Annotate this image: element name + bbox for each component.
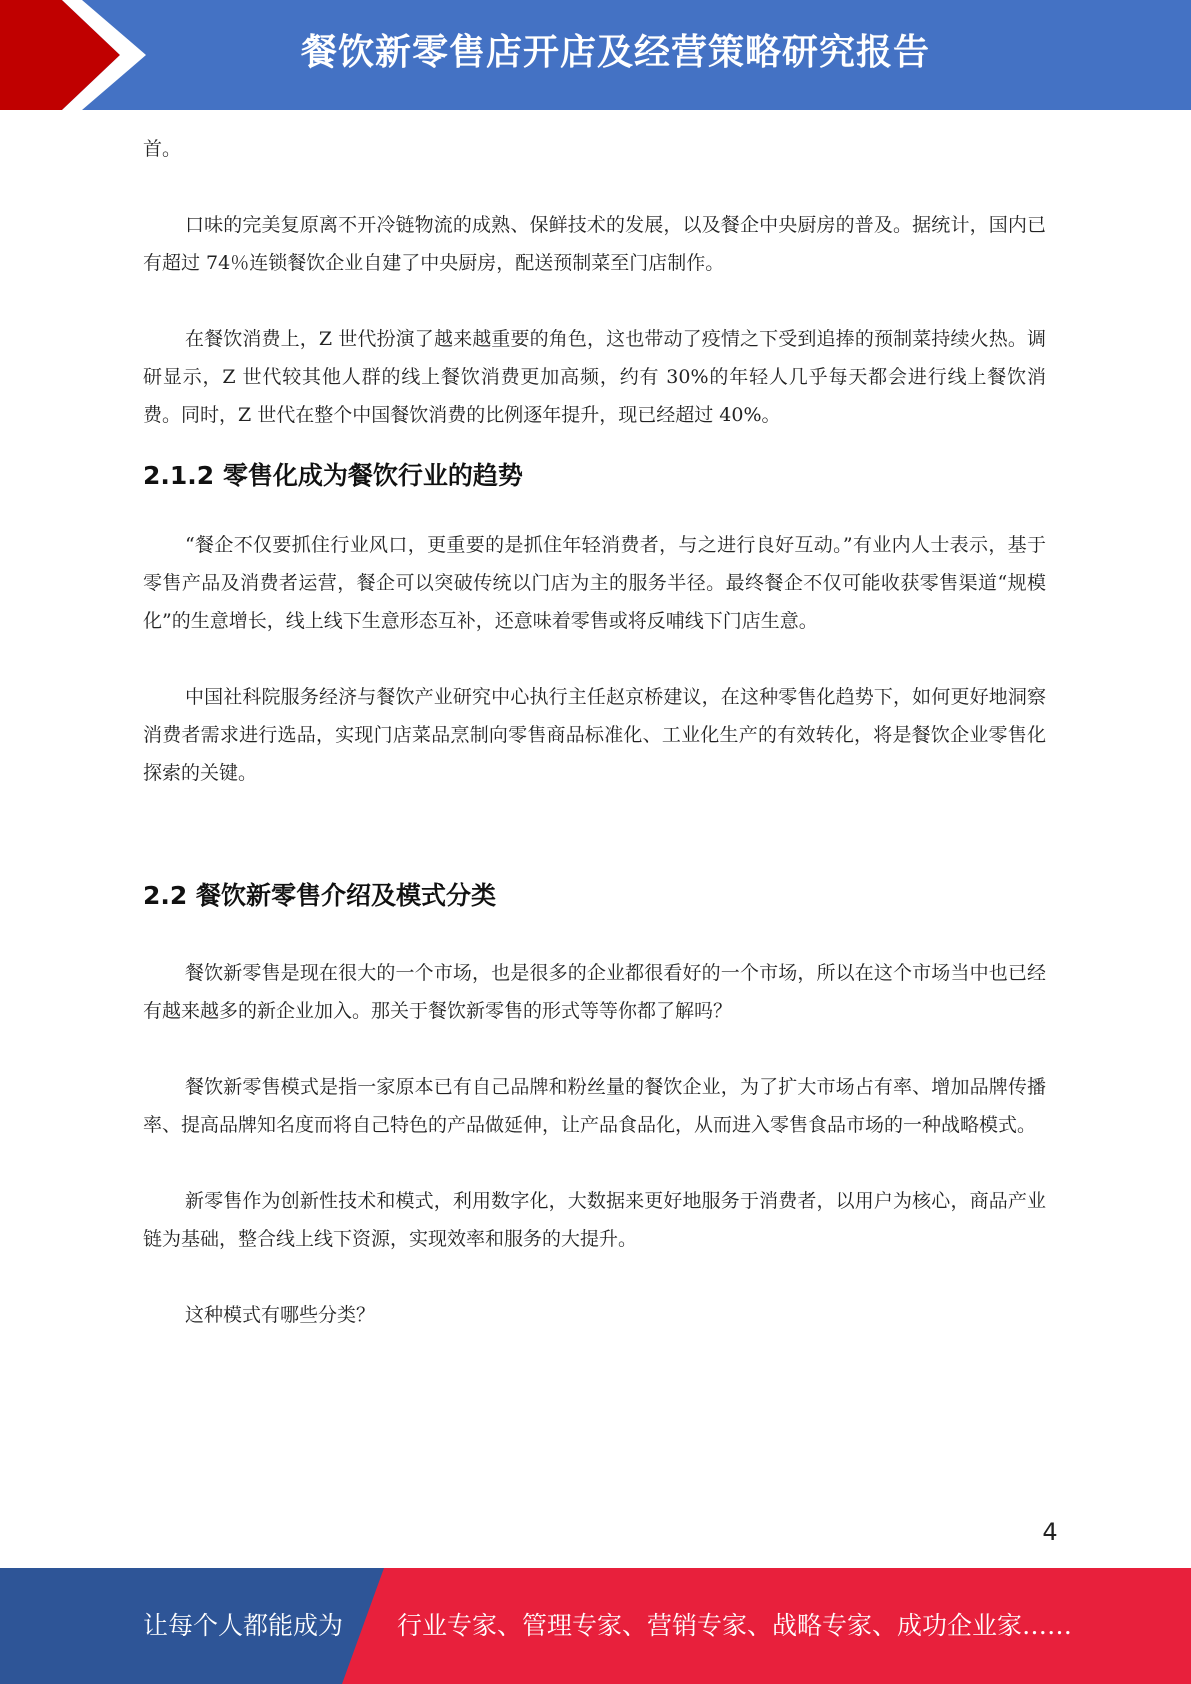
paragraph-expert-advice: 中国社科院服务经济与餐饮产业研究中心执行主任赵京桥建议，在这种零售化趋势下，如何更好地洞察消费者需求进行选品，实现门店菜品烹制向零售商品标准化、工业化生产的有效转化，将是餐饮企业零售化探索的关键。 [143,686,1046,784]
page-header [0,0,1191,110]
page-footer [0,1568,1191,1684]
paragraph-market-intro: 餐饮新零售是现在很大的一个市场，也是很多的企业都很看好的一个市场，所以在这个市场当中也已经有越来越多的新企业加入。那关于餐饮新零售的形式等等你都了解吗？ [143,962,1046,1022]
paragraph-new-retail: 新零售作为创新性技术和模式，利用数字化，大数据来更好地服务于消费者，以用户为核心，商品产业链为基础，整合线上线下资源，实现效率和服务的大提升。 [143,1190,1046,1250]
section-heading-2-1-2: 2.1.2 零售化成为餐饮行业的趋势 [143,461,523,490]
paragraph-cold-chain: 口味的完美复原离不开冷链物流的成熟、保鲜技术的发展，以及餐企中央厨房的普及。据统计，国内已有超过 74％连锁餐饮企业自建了中央厨房，配送预制菜至门店制作。 [143,214,1046,274]
paragraph-gen-z: 在餐饮消费上，Z 世代扮演了越来越重要的角色，这也带动了疫情之下受到追捧的预制菜持续火热。调研显示，Z 世代较其他人群的线上餐饮消费更加高频，约有 30%的年轻人几乎每天都会进行线上餐饮消费。同时，Z 世代在整个中国餐饮消费的比例逐年提升，现已经超过 40%。 [143,328,1046,426]
document-body [143,130,1046,1334]
page-number: 4 [1042,1518,1058,1546]
section-heading-2-2: 2.2 餐饮新零售介绍及模式分类 [143,881,496,910]
paragraph-question: 这种模式有哪些分类？ [185,1304,376,1326]
paragraph-industry-quote: “餐企不仅要抓住行业风口，更重要的是抓住年轻消费者，与之进行良好互动。”有业内人士表示，基于零售产品及消费者运营，餐企可以突破传统以门店为主的服务半径。最终餐企不仅可能收获零售渠道“规模化”的生意增长，线上线下生意形态互补，还意味着零售或将反哺线下门店生意。 [143,534,1046,632]
header-chevron-icon [0,0,160,110]
paragraph-continuation: 首。 [143,138,182,160]
paragraph-model-definition: 餐饮新零售模式是指一家原本已有自己品牌和粉丝量的餐饮企业，为了扩大市场占有率、增加品牌传播率、提高品牌知名度而将自己特色的产品做延伸，让产品食品化，从而进入零售食品市场的一种战略模式。 [143,1076,1046,1136]
footer-slogan-right: 行业专家、管理专家、营销专家、战略专家、成功企业家…… [397,1611,1073,1640]
report-title: 餐饮新零售店开店及经营策略研究报告 [300,32,930,73]
footer-slogan-left: 让每个人都能成为 [143,1611,344,1640]
